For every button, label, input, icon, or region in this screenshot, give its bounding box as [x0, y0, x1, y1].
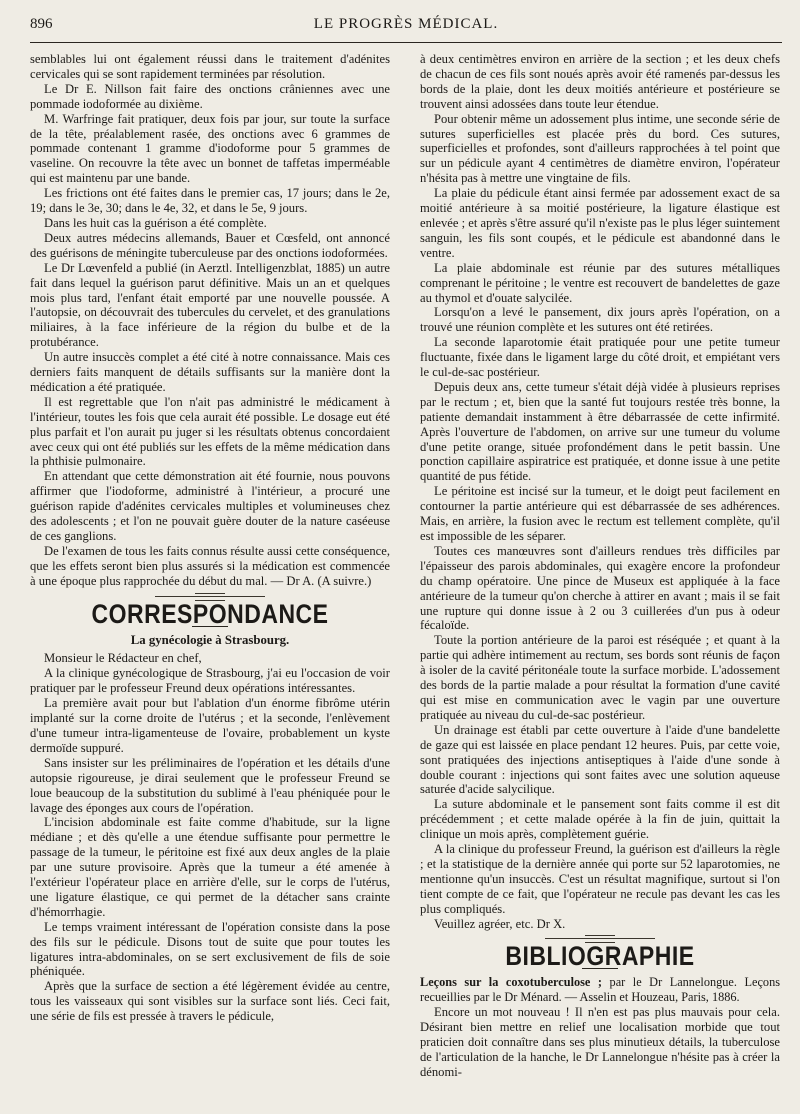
section-title: CORRESPONDANCE [91, 598, 329, 629]
paragraph: La plaie abdominale est réunie par des sutures métalliques comprenant le péritoine ; le ventre est recouvert de bandelettes de gaze au thymol et d'ouate salycilée. [420, 260, 780, 305]
paragraph: Sans insister sur les préliminaires de l'opération et les détails d'une autopsie rigoureuse, je dirai seulement que le professeur Freund se loue beaucoup de la substitution du sublimé à l'eau phéniquée pour le lavage des éponges aux cours de l'opération. [30, 755, 390, 815]
header-rule [30, 42, 782, 43]
paragraph: Encore un mot nouveau ! Il n'en est pas plus mauvais pour cela. Désirant bien mettre en relief une localisation morbide que tout praticien doit connaître dans ses plus minutieux détails, la tuberculose de l'articulation de la hanche, le Dr Lannelongue n'hésite pas à créer la dénomi- [420, 1005, 780, 1079]
section-title: BIBLIOGRAPHIE [505, 941, 695, 972]
paragraph: Le temps vraiment intéressant de l'opération consiste dans la pose des fils sur le pédicule. Disons tout de suite que pour toutes les ligatures intra-abdominales, on se sert exclusivement de fils de soie phéniquée. [30, 919, 390, 979]
article-subhead: La gynécologie à Strasbourg. [130, 632, 290, 647]
letter-closing: Veuillez agréer, etc. Dr X. [434, 916, 566, 931]
paragraph: La première avait pour but l'ablation d'un énorme fibrôme utérin implanté sur la corne droite de l'utérus ; et la seconde, l'enlèvement d'une tumeur intra-ligamenteuse de l'ovaire, probablement un kyste dermoïde suppuré. [30, 696, 390, 755]
biblio-title: Leçons sur la coxotuberculose ; [420, 975, 603, 990]
running-title: LE PROGRÈS MÉDICAL. [313, 16, 499, 32]
paragraph: Pour obtenir même un adossement plus intime, une seconde série de sutures superficielles est placée près du bord. Ces sutures, superficielles et profondes, sont d'ailleurs rapprochées à tel point que sur un pédicule ayant 4 centimètres de diamètre environ, l'opérateur n'hésita pas à mettre une vingtaine de fils. [420, 111, 780, 186]
paragraph: Depuis deux ans, cette tumeur s'était déjà vidée à plusieurs reprises par le rectum ; et, bien que la santé fut toujours restée très bonne, la patiente demandait instamment à être débarrassée de cette infirmité. Après l'ouverture de l'abdomen, on arrive sur une tumeur du volume d'une petite orange, située profondément dans le petit bassin. Une ponction capillaire aspiratrice est pratiquée, et donne issue à une petite quantité de pus fétide. [420, 379, 780, 484]
paragraph: A la clinique gynécologique de Strasbourg, j'ai eu l'occasion de voir pratiquer par le professeur Freund deux opérations intéressantes. [30, 666, 390, 696]
paragraph: La suture abdominale et le pansement sont faits comme il est dit précédemment ; et cette malade opérée à la fin de juin, quittait la clinique un mois après, complètement guérie. [420, 797, 780, 842]
paragraph: Lorsqu'on a levé le pansement, dix jours après l'opération, on a trouvé une réunion complète et les sutures ont été retirées. [420, 305, 780, 335]
paragraph: L'incision abdominale est faite comme d'habitude, sur la ligne médiane ; et dès qu'elle a une étendue suffisante pour permettre le passage de la tumeur, le péritoine est fixé aux deux angles de la plaie par une suture provisoire. Après que la tumeur a été amenée à l'extérieur l'opérateur place en arrière d'elle, sur le corps de l'utérus, une ligature élastique, ce qui permet de la détacher sans crainte d'hémorrhagie. [30, 815, 390, 919]
paragraph: à deux centimètres environ en arrière de la section ; et les deux chefs de chacun de ces fils sont noués après avoir été ramenés par-dessus les bords de la plaie, dont les deux moitiés antérieure et postérieure se trouvent ainsi adossées dans toute leur étendue. [420, 52, 780, 111]
paragraph: En attendant que cette démonstration ait été fournie, nous pouvons affirmer que l'iodoforme, administré à l'intérieur, a procuré une guérison rapide d'adénites cervicales multiples et volumineuses chez des adolescents ; et l'on ne pouvait guère douter de la nature caséeuse de ces ganglions. [30, 469, 390, 543]
paragraph: Un drainage est établi par cette ouverture à l'aide d'une bandelette de gaze qui est laissée en place pendant 12 heures. Puis, par cette voie, sont pratiquées des injections antiseptiques à l'aide d'une sonde à double courant : injections qui sont faites avec une solution aqueuse saturée d'acide salycilique. [420, 722, 780, 797]
right-column [420, 52, 780, 1080]
paragraph: Deux autres médecins allemands, Bauer et Cœsfeld, ont annoncé des guérisons de méningite tuberculeuse par des onctions iodoformées. [30, 230, 390, 260]
paragraph: Le péritoine est incisé sur la tumeur, et le doigt peut facilement en contourner la partie antérieure qui est débarrassée de ses adhérences. Mais, en arrière, la fusion avec le rectum est tellement complète, qu'il est impossible de les séparer. [420, 484, 780, 543]
biblio-entry [420, 975, 780, 1005]
paragraph: Toute la portion antérieure de la paroi est réséquée ; et quant à la partie qui adhère intimement au rectum, ses bords sont réunis de façon à isoler de la cavité péritonéale toute la surface morbide. L'adossement des bords de la partie malade a pour résultat la formation d'une cavité qui est mise en communication avec le vagin par une ouverture pratiquée au niveau du cul-de-sac postérieur. [420, 633, 780, 722]
paragraph: Dans les huit cas la guérison a été complète. [44, 215, 267, 230]
paragraph: A la clinique du professeur Freund, la guérison est d'ailleurs la règle ; et la statistique de la dernière année qui porte sur 52 laparotomies, ne mentionne qu'un insuccès. C'est un résultat magnifique, surtout si l'on tient compte de ce fait, que l'opérateur ne recule pas devant les cas les plus compliqués. [420, 842, 780, 916]
paragraph: La seconde laparotomie était pratiquée pour une petite tumeur fluctuante, fixée dans le ligament large du côté droit, et empiétant vers le cul-de-sac postérieur. [420, 335, 780, 380]
biblio-citation: par le Dr Lannelongue. Leçons recueillies par le Dr Ménard. — Asselin et Houzeau, Paris, 1886. [420, 975, 780, 1005]
page-header [30, 12, 782, 38]
paragraph: Toutes ces manœuvres sont d'ailleurs rendues très difficiles par l'épaisseur des parois abdominales, qui exagère encore la profondeur du champ opératoire. Une pince de Museux est appliquée à la face antérieure de la tumeur qu'on cherche à attirer en avant ; mais il se fait une rupture qui donne issue à 2 ou 3 cuillerées d'un pus à odeur fécaloïde. [420, 543, 780, 633]
paragraph: M. Warfringe fait pratiquer, deux fois par jour, sur toute la surface de la tête, préalablement rasée, des onctions avec 6 grammes de pommade contenant 1 gramme d'iodoforme pour 5 grammes de vaseline. On recouvre la tête avec un bonnet de taffetas imperméable qui est maintenu par une bande. [30, 111, 390, 186]
paragraph: Après que la surface de section a été légèrement évidée au centre, tous les vaisseaux qui sont visibles sur la surface sont liés. Ceci fait, une série de fils est pressée à travers le pédicule, [30, 979, 390, 1024]
paragraph: De l'examen de tous les faits connus résulte aussi cette conséquence, que les effets seront bien plus assurés si la médication est commencée à une époque plus rapprochée du début du mal. — Dr A. (A suivre.) [30, 543, 390, 588]
left-column [30, 52, 390, 1024]
paragraph: Il est regrettable que l'on n'ait pas administré le médicament à l'intérieur, toutes les fois que cela aurait été possible. Le dosage eut été plus parfait et l'on aurait pu juger si les résultats obtenus concordaient avec ceux qui ont été publiés sur les effets de la même médication dans la phthisie pulmonaire. [30, 394, 390, 469]
letter-salutation: Monsieur le Rédacteur en chef, [44, 651, 202, 666]
paragraph: La plaie du pédicule étant ainsi fermée par adossement exact de sa moitié antérieure à sa moitié postérieure, la ligature élastique est enlevée ; et après s'être assuré qu'il n'existe pas le plus léger suintement sanguin, les fils sont coupés, et le pédicule est abandonné dans le ventre. [420, 186, 781, 260]
paragraph: Les frictions ont été faites dans le premier cas, 17 jours; dans le 2e, 19; dans le 3e, 30; dans le 4e, 32, et dans le 5e, 9 jours. [30, 186, 390, 216]
page-number: 896 [30, 16, 53, 32]
paragraph: Le Dr Lœvenfeld a publié (in Aerztl. Intelligenzblat, 1885) un autre fait dans lequel la guérison parut définitive. Mais un an et quelques mois plus tard, l'enfant était emporté par une nouvelle poussée. A l'autopsie, on découvrait des tubercules du cervelet, et des granulations miliaires, à la face inférieure de la région du bulbe et de la protubérance. [30, 260, 390, 350]
paragraph: semblables lui ont également réussi dans le traitement d'adénites cervicales qui se sont rapidement terminées par résolution. [30, 52, 390, 81]
paragraph: Un autre insuccès complet a été cité à notre connaissance. Mais ces derniers faits manquent de détails suffisants sur la manière dont la médication a été pratiquée. [30, 350, 390, 394]
paragraph: Le Dr E. Nillson fait faire des onctions crâniennes avec une pommade iodoformée au dixième. [30, 81, 390, 111]
